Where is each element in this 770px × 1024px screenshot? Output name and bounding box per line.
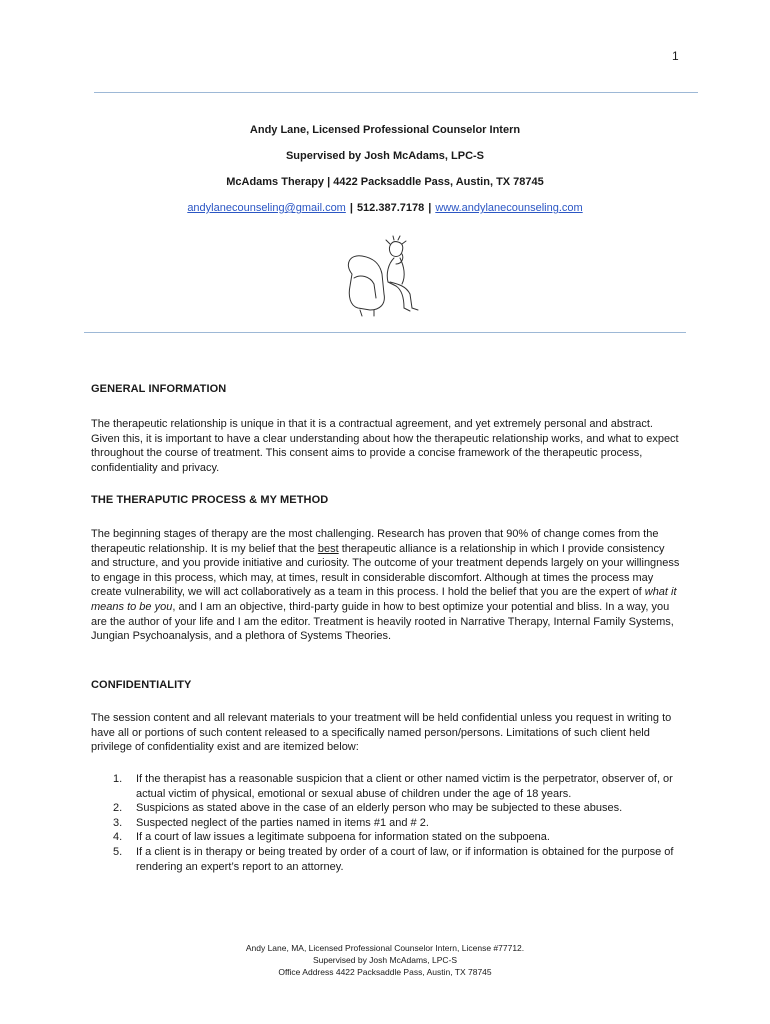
supervisor-line: Supervised by Josh McAdams, LPC-S: [285, 150, 485, 162]
process-method-paragraph: The beginning stages of therapy are the most challenging. Research has proven that 90% of change comes from the therapeutic relationship. It is my belief that the best therapeutic alliance is a relationship in which I provide consistency and structure, and you provide initiative and curiosity. The outcome of your treatment depends largely on your willingness to engage in this process, which may, at times, result in considerable discomfort. Although at times the process may create vulnerability, we will act collaboratively as a team in this process. I hold the belief that you are the expert of what it means to be you, and I am an objective, third-party guide in how to best optimize your potential and bliss. In a way, you are the author of your life and I am the editor. Treatment is heavily rooted in Narrative Therapy, Internal Family Systems, Jungian Psychoanalysis, and a plethora of Systems Theories.: [91, 528, 680, 643]
separator: |: [428, 202, 432, 214]
header-top-rule: [94, 92, 698, 93]
list-item: 5. If a client is in therapy or being treated by order of a court of law, or if information is obtained for the purpose of rendering an expert’s report to an attorney.: [113, 845, 674, 873]
contact-line: [0, 202, 770, 214]
general-information-paragraph: The therapeutic relationship is unique in that it is a contractual agreement, and yet extremely personal and abstract. Given this, it is important to have a clear understanding about how the therapeutic relationship works, and what to expect throughout the course of treatment. This consent aims to provide a concise framework of the therapeutic process, confidentiality and privacy.: [91, 418, 679, 474]
confidentiality-paragraph: The session content and all relevant materials to your treatment will be held confidential unless you request in writing to have all or portions of such content released to a specifically named person/persons. Limitations of such client held privilege of confidentiality exist and are itemized below:: [91, 712, 672, 754]
general-information-heading: GENERAL INFORMATION: [91, 383, 227, 395]
header-bottom-rule: [84, 332, 686, 333]
person-in-armchair-sketch-icon: [340, 234, 430, 322]
emphasis-text: what it means to be you: [91, 586, 677, 613]
page-footer: [0, 942, 770, 978]
phone-number: 512.387.7178: [356, 202, 425, 214]
list-item: 4. If a court of law issues a legitimate subpoena for information stated on the subpoena.: [113, 831, 550, 844]
footer-address-line: Office Address 4422 Packsaddle Pass, Austin, TX 78745: [278, 967, 492, 977]
confidentiality-heading: CONFIDENTIALITY: [91, 679, 192, 691]
page-number: 1: [672, 49, 679, 63]
website-link[interactable]: www.andylanecounseling.com: [435, 202, 583, 214]
best-underlined: best: [317, 542, 339, 555]
counselor-name: Andy Lane, Licensed Professional Counselor Intern: [249, 124, 521, 136]
footer-supervisor-line: Supervised by Josh McAdams, LPC-S: [312, 955, 458, 965]
list-item: 2. Suspicions as stated above in the case of an elderly person who may be subjected to these abuses.: [113, 802, 623, 815]
list-item: 1. If the therapist has a reasonable suspicion that a client or other named victim is the perpetrator, observer of, or actual victim of physical, emotional or sexual abuse of children under the age of 18 years.: [113, 773, 673, 800]
email-link[interactable]: andylanecounseling@gmail.com: [187, 202, 346, 214]
footer-license-line: Andy Lane, MA, Licensed Professional Counselor Intern, License #77712.: [245, 943, 525, 953]
process-method-heading: THE THERAPUTIC PROCESS & MY METHOD: [91, 494, 329, 506]
separator: |: [349, 202, 353, 214]
practice-address: McAdams Therapy | 4422 Packsaddle Pass, Austin, TX 78745: [226, 176, 544, 188]
confidentiality-limits-list: [91, 772, 683, 874]
list-item: 3. Suspected neglect of the parties named in items #1 and # 2.: [113, 816, 429, 829]
